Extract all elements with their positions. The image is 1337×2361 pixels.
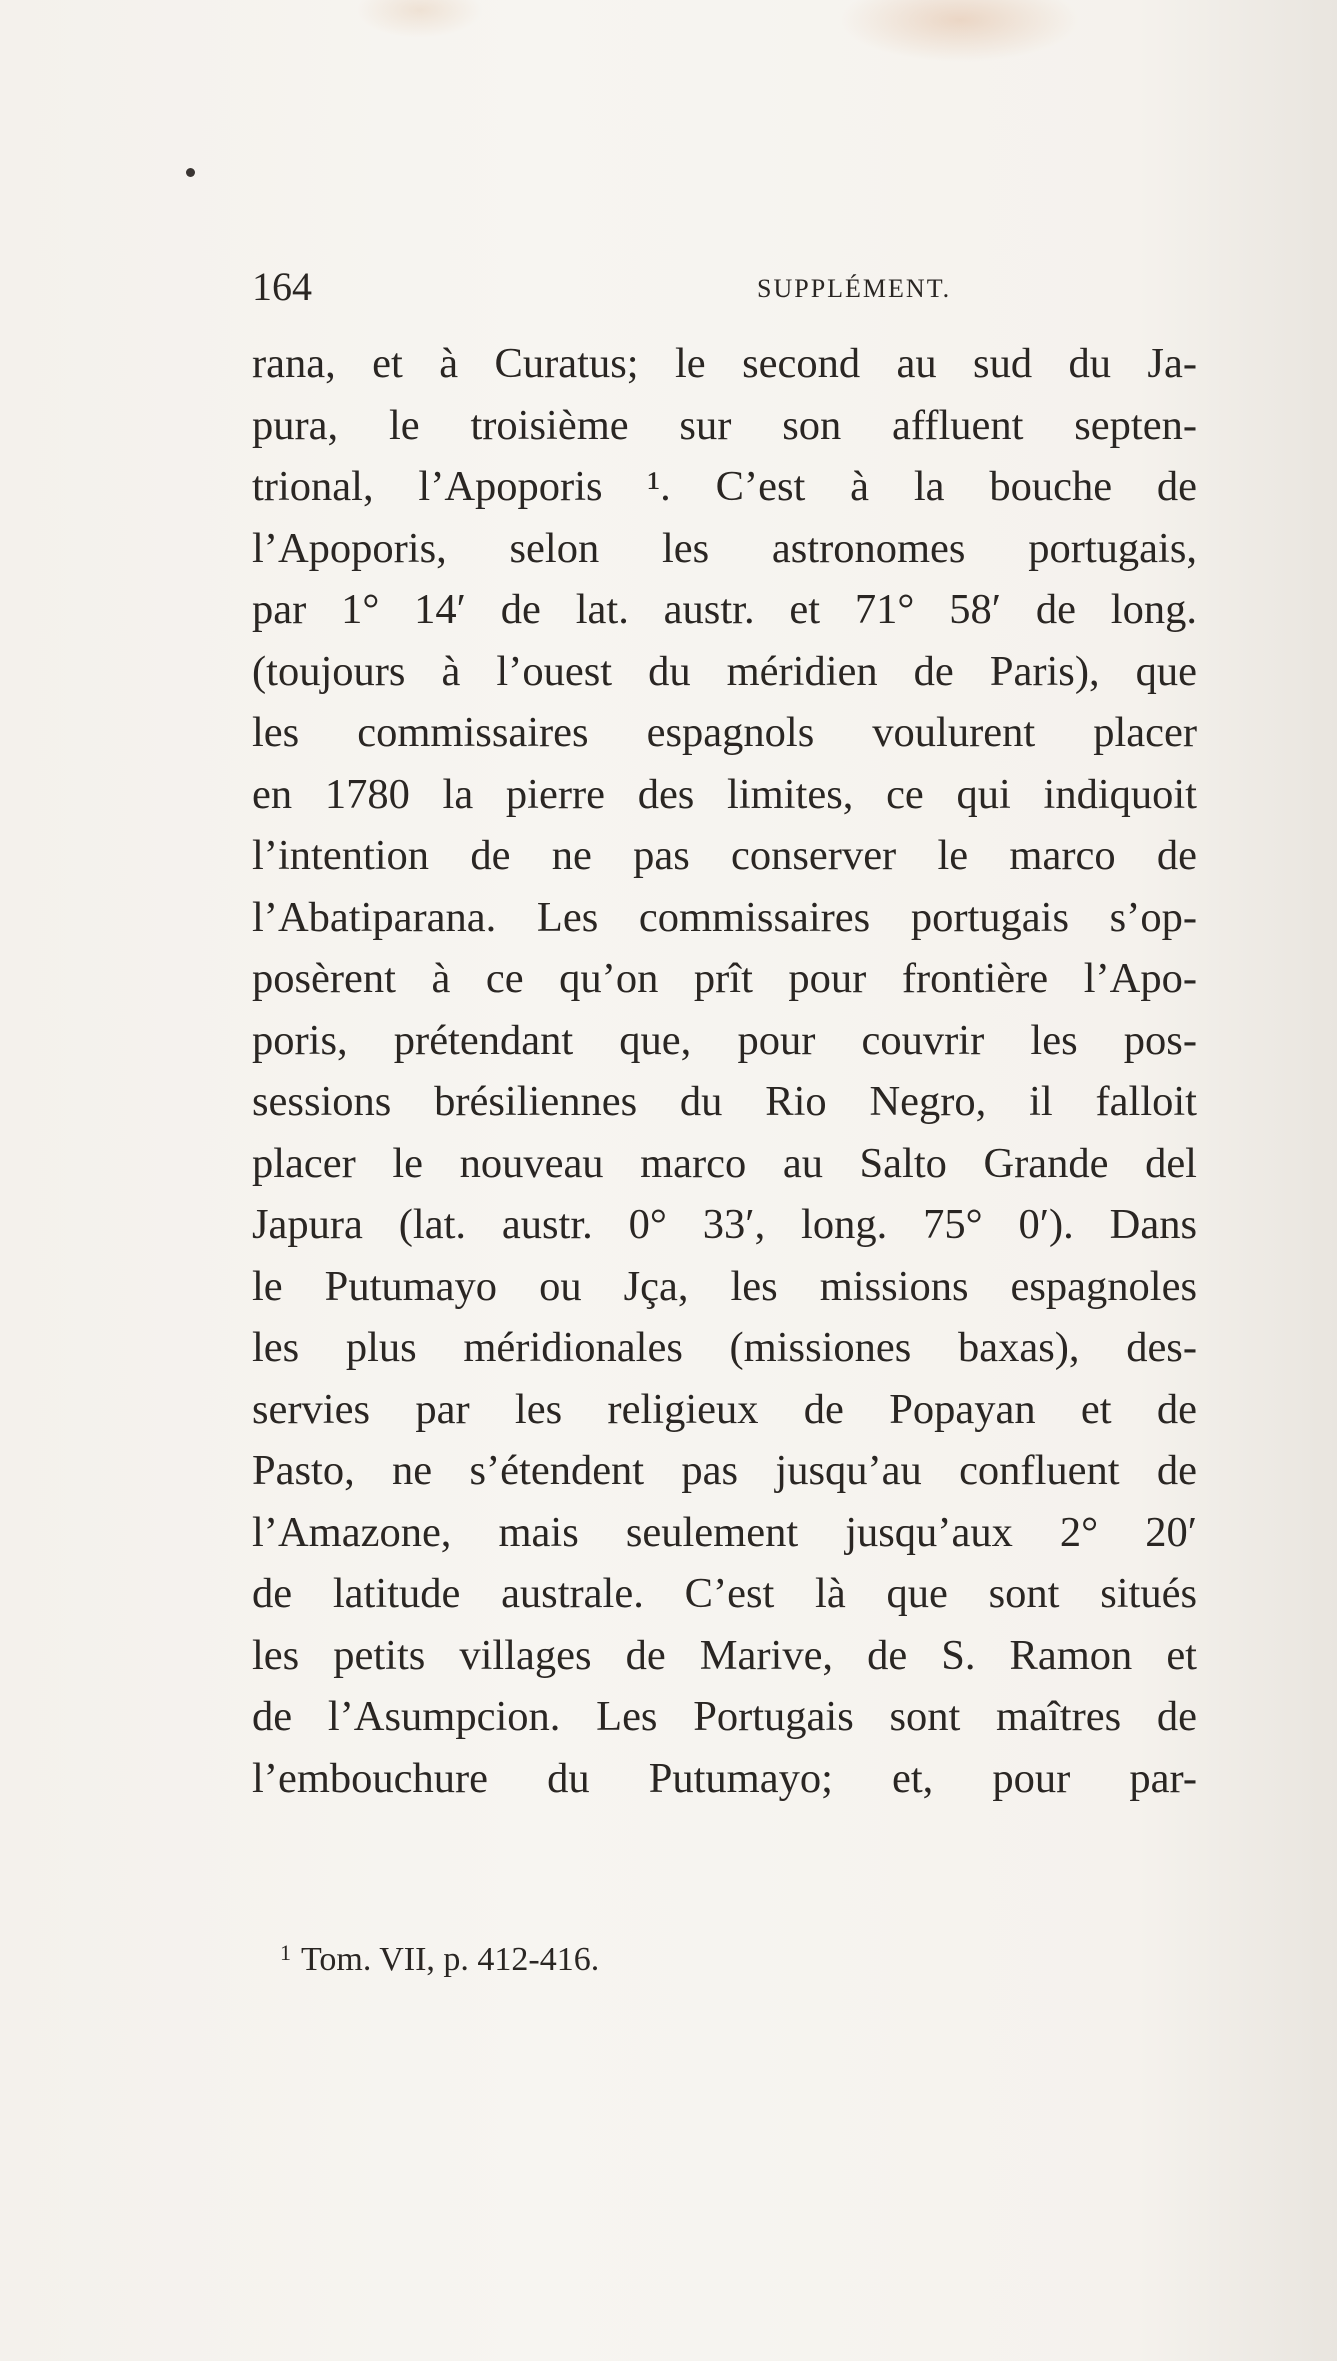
text-line: de latitude australe. C’est là que sont situés [252, 1570, 1197, 1617]
text-line: par 1° 14′ de lat. austr. et 71° 58′ de long. [252, 586, 1197, 633]
footnote-marker: 1 [280, 1940, 291, 1965]
text-line: rana, et à Curatus; le second au sud du Ja- [252, 340, 1197, 387]
ink-speck [186, 168, 195, 177]
text-line: de l’Asumpcion. Les Portugais sont maîtres de [252, 1693, 1197, 1740]
page-number: 164 [252, 264, 312, 309]
text-line: sessions brésiliennes du Rio Negro, il falloit [252, 1078, 1197, 1125]
text-line: Pasto, ne s’étendent pas jusqu’au confluent de [252, 1447, 1197, 1494]
text-line: pura, le troisième sur son affluent septen- [252, 401, 1197, 449]
text-line: l’Abatiparana. Les commissaires portugais s’op- [252, 893, 1197, 941]
page-header [252, 262, 1197, 312]
running-head: SUPPLÉMENT. [757, 274, 952, 303]
text-line: poris, prétendant que, pour couvrir les pos- [252, 1016, 1197, 1064]
footnote-text: Tom. VII, p. 412-416. [301, 1941, 600, 1978]
text-line: posèrent à ce qu’on prît pour frontière l’Apo- [252, 955, 1197, 1002]
text-line: l’Apoporis, selon les astronomes portugais, [252, 524, 1197, 572]
text-line: l’embouchure du Putumayo; et, pour par- [252, 1754, 1197, 1802]
text-line: Japura (lat. austr. 0° 33′, long. 75° 0′). Dans [252, 1201, 1197, 1248]
text-line: l’intention de ne pas conserver le marco de [252, 832, 1197, 879]
text-line: placer le nouveau marco au Salto Grande del [252, 1139, 1197, 1187]
footnote [280, 1930, 599, 1983]
text-line: le Putumayo ou Jça, les missions espagnoles [252, 1262, 1197, 1310]
text-line: les petits villages de Marive, de S. Ramon et [252, 1631, 1197, 1679]
text-line: les plus méridionales (missiones baxas), des- [252, 1324, 1197, 1371]
text-line: servies par les religieux de Popayan et de [252, 1385, 1197, 1433]
text-line: les commissaires espagnols voulurent placer [252, 709, 1197, 756]
text-line: (toujours à l’ouest du méridien de Paris), que [252, 647, 1197, 695]
text-line: l’Amazone, mais seulement jusqu’aux 2° 20′ [252, 1508, 1197, 1556]
text-line: trional, l’Apoporis ¹. C’est à la bouche de [252, 463, 1197, 510]
body-text [252, 333, 1197, 1809]
text-line: en 1780 la pierre des limites, ce qui indiquoit [252, 770, 1197, 818]
